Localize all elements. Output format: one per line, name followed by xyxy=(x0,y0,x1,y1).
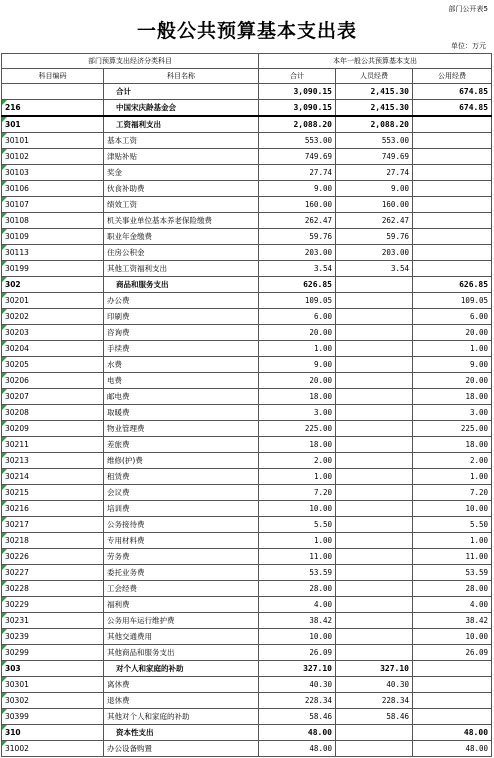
row-total: 48.00 xyxy=(259,741,336,757)
row-name: 咨询费 xyxy=(104,325,259,341)
row-name: 工会经费 xyxy=(104,581,259,597)
row-personnel: 262.47 xyxy=(336,213,413,229)
row-public xyxy=(413,116,492,133)
table-row xyxy=(2,581,492,597)
row-name: 差旅费 xyxy=(104,437,259,453)
row-name: 取暖费 xyxy=(104,405,259,421)
table-row xyxy=(2,709,492,725)
row-public: 1.00 xyxy=(413,533,492,549)
row-code: 30218 xyxy=(2,533,104,549)
row-personnel xyxy=(336,405,413,421)
table-row xyxy=(2,325,492,341)
table-row xyxy=(2,549,492,565)
row-code: 30231 xyxy=(2,613,104,629)
row-public: 109.05 xyxy=(413,293,492,309)
page-title: 一般公共预算基本支出表 xyxy=(136,20,357,42)
row-total: 20.00 xyxy=(259,373,336,389)
row-name: 资本性支出 xyxy=(104,725,259,741)
row-total: 203.00 xyxy=(259,245,336,261)
table-row xyxy=(2,149,492,165)
row-name: 其他商品和服务支出 xyxy=(104,645,259,661)
row-personnel: 327.10 xyxy=(336,661,413,677)
row-personnel xyxy=(336,549,413,565)
row-code: 30201 xyxy=(2,293,104,309)
row-total: 7.20 xyxy=(259,485,336,501)
row-public: 7.20 xyxy=(413,485,492,501)
row-total: 3.54 xyxy=(259,261,336,277)
row-name: 退休费 xyxy=(104,693,259,709)
row-code: 30239 xyxy=(2,629,104,645)
row-name: 福利费 xyxy=(104,597,259,613)
row-code: 30399 xyxy=(2,709,104,725)
row-code: 30211 xyxy=(2,437,104,453)
row-personnel: 58.46 xyxy=(336,709,413,725)
row-name: 合计 xyxy=(104,84,259,100)
row-name: 物业管理费 xyxy=(104,421,259,437)
row-personnel: 9.00 xyxy=(336,181,413,197)
row-total: 20.00 xyxy=(259,325,336,341)
row-public: 48.00 xyxy=(413,725,492,741)
row-total: 18.00 xyxy=(259,389,336,405)
table-row xyxy=(2,437,492,453)
row-public xyxy=(413,181,492,197)
row-public: 28.00 xyxy=(413,581,492,597)
row-code: 30302 xyxy=(2,693,104,709)
table-row xyxy=(2,597,492,613)
row-code: 30301 xyxy=(2,677,104,693)
row-name: 办公设备购置 xyxy=(104,741,259,757)
row-code: 30228 xyxy=(2,581,104,597)
row-name: 水费 xyxy=(104,357,259,373)
row-code: 30209 xyxy=(2,421,104,437)
row-public: 6.00 xyxy=(413,309,492,325)
row-total: 3,090.15 xyxy=(259,84,336,100)
row-code: 30226 xyxy=(2,549,104,565)
row-personnel xyxy=(336,373,413,389)
row-total: 10.00 xyxy=(259,629,336,645)
row-name: 电费 xyxy=(104,373,259,389)
row-code: 310 xyxy=(2,725,104,741)
table-row xyxy=(2,84,492,100)
row-personnel xyxy=(336,485,413,501)
row-public: 1.00 xyxy=(413,341,492,357)
row-total: 11.00 xyxy=(259,549,336,565)
row-public xyxy=(413,165,492,181)
header-column-row xyxy=(2,69,492,84)
row-public xyxy=(413,261,492,277)
row-name: 会议费 xyxy=(104,485,259,501)
row-total: 27.74 xyxy=(259,165,336,181)
header-code: 科目编码 xyxy=(2,69,104,84)
row-name: 公务用车运行维护费 xyxy=(104,613,259,629)
row-code: 30217 xyxy=(2,517,104,533)
row-name: 委托业务费 xyxy=(104,565,259,581)
row-personnel xyxy=(336,501,413,517)
row-name: 培训费 xyxy=(104,501,259,517)
row-name: 津贴补贴 xyxy=(104,149,259,165)
row-public: 48.00 xyxy=(413,741,492,757)
row-code: 30227 xyxy=(2,565,104,581)
row-code: 30213 xyxy=(2,453,104,469)
table-body xyxy=(2,84,492,757)
row-personnel xyxy=(336,629,413,645)
table-row xyxy=(2,469,492,485)
row-public: 5.50 xyxy=(413,517,492,533)
row-total: 18.00 xyxy=(259,437,336,453)
row-public: 10.00 xyxy=(413,629,492,645)
row-personnel xyxy=(336,581,413,597)
table-row xyxy=(2,485,492,501)
table-row xyxy=(2,661,492,677)
table-row xyxy=(2,533,492,549)
row-code: 30204 xyxy=(2,341,104,357)
row-name: 离休费 xyxy=(104,677,259,693)
row-code: 30299 xyxy=(2,645,104,661)
row-name: 手续费 xyxy=(104,341,259,357)
table-row xyxy=(2,517,492,533)
row-name: 邮电费 xyxy=(104,389,259,405)
row-total: 3.00 xyxy=(259,405,336,421)
row-public xyxy=(413,229,492,245)
row-name: 机关事业单位基本养老保险缴费 xyxy=(104,213,259,229)
row-total: 4.00 xyxy=(259,597,336,613)
table-row xyxy=(2,229,492,245)
row-code: 30214 xyxy=(2,469,104,485)
row-personnel xyxy=(336,533,413,549)
row-code: 30109 xyxy=(2,229,104,245)
table-row xyxy=(2,197,492,213)
table-row xyxy=(2,309,492,325)
row-total: 2.00 xyxy=(259,453,336,469)
row-code: 30103 xyxy=(2,165,104,181)
row-public: 4.00 xyxy=(413,597,492,613)
row-code: 30101 xyxy=(2,133,104,149)
row-public xyxy=(413,133,492,149)
row-name: 绩效工资 xyxy=(104,197,259,213)
row-total: 9.00 xyxy=(259,357,336,373)
row-total: 28.00 xyxy=(259,581,336,597)
row-personnel: 749.69 xyxy=(336,149,413,165)
row-total: 1.00 xyxy=(259,469,336,485)
row-public: 674.85 xyxy=(413,84,492,100)
row-total: 58.46 xyxy=(259,709,336,725)
row-name: 奖金 xyxy=(104,165,259,181)
row-total: 228.34 xyxy=(259,693,336,709)
row-total: 109.05 xyxy=(259,293,336,309)
table-row xyxy=(2,565,492,581)
row-public xyxy=(413,197,492,213)
row-personnel: 203.00 xyxy=(336,245,413,261)
row-name: 伙食补助费 xyxy=(104,181,259,197)
row-total: 26.09 xyxy=(259,645,336,661)
row-total: 59.76 xyxy=(259,229,336,245)
row-public xyxy=(413,709,492,725)
row-total: 1.00 xyxy=(259,341,336,357)
table-row xyxy=(2,293,492,309)
row-code: 30113 xyxy=(2,245,104,261)
row-total: 48.00 xyxy=(259,725,336,741)
header-name: 科目名称 xyxy=(104,69,259,84)
row-code: 30229 xyxy=(2,597,104,613)
row-public: 626.85 xyxy=(413,277,492,293)
row-total: 6.00 xyxy=(259,309,336,325)
row-personnel xyxy=(336,725,413,741)
row-code: 30202 xyxy=(2,309,104,325)
row-total: 5.50 xyxy=(259,517,336,533)
row-personnel xyxy=(336,469,413,485)
row-public: 2.00 xyxy=(413,453,492,469)
row-total: 262.47 xyxy=(259,213,336,229)
row-name: 工资福利支出 xyxy=(104,116,259,133)
row-name: 其他交通费用 xyxy=(104,629,259,645)
row-code: 30199 xyxy=(2,261,104,277)
row-personnel xyxy=(336,389,413,405)
row-code: 30207 xyxy=(2,389,104,405)
row-public: 674.85 xyxy=(413,100,492,117)
row-personnel xyxy=(336,565,413,581)
row-personnel xyxy=(336,341,413,357)
row-code xyxy=(2,84,104,100)
row-personnel xyxy=(336,325,413,341)
table-row xyxy=(2,133,492,149)
row-name: 其他对个人和家庭的补助 xyxy=(104,709,259,725)
table-row xyxy=(2,181,492,197)
row-personnel xyxy=(336,293,413,309)
header-group-budget: 本年一般公共预算基本支出 xyxy=(259,54,492,69)
table-row xyxy=(2,677,492,693)
row-name: 印刷费 xyxy=(104,309,259,325)
row-personnel: 40.30 xyxy=(336,677,413,693)
row-name: 对个人和家庭的补助 xyxy=(104,661,259,677)
row-public: 20.00 xyxy=(413,325,492,341)
row-code: 30106 xyxy=(2,181,104,197)
table-row xyxy=(2,261,492,277)
table-row xyxy=(2,213,492,229)
row-public xyxy=(413,149,492,165)
row-name: 劳务费 xyxy=(104,549,259,565)
row-public: 225.00 xyxy=(413,421,492,437)
row-name: 其他工资福利支出 xyxy=(104,261,259,277)
row-personnel xyxy=(336,357,413,373)
row-name: 办公费 xyxy=(104,293,259,309)
row-total: 40.30 xyxy=(259,677,336,693)
row-personnel xyxy=(336,613,413,629)
row-total: 10.00 xyxy=(259,501,336,517)
table-row xyxy=(2,405,492,421)
row-personnel xyxy=(336,421,413,437)
row-personnel: 2,415.30 xyxy=(336,84,413,100)
row-code: 30102 xyxy=(2,149,104,165)
row-name: 基本工资 xyxy=(104,133,259,149)
row-personnel xyxy=(336,277,413,293)
row-public: 9.00 xyxy=(413,357,492,373)
row-code: 30216 xyxy=(2,501,104,517)
row-public xyxy=(413,693,492,709)
row-public: 11.00 xyxy=(413,549,492,565)
header-group-row xyxy=(2,54,492,69)
row-total: 53.59 xyxy=(259,565,336,581)
row-public xyxy=(413,213,492,229)
row-code: 30205 xyxy=(2,357,104,373)
table-row xyxy=(2,277,492,293)
table-row xyxy=(2,357,492,373)
row-personnel: 59.76 xyxy=(336,229,413,245)
table-row xyxy=(2,741,492,757)
row-code: 30208 xyxy=(2,405,104,421)
row-name: 公务接待费 xyxy=(104,517,259,533)
row-code: 302 xyxy=(2,277,104,293)
row-code: 31002 xyxy=(2,741,104,757)
row-name: 住房公积金 xyxy=(104,245,259,261)
row-code: 30215 xyxy=(2,485,104,501)
row-name: 职业年金缴费 xyxy=(104,229,259,245)
row-total: 160.00 xyxy=(259,197,336,213)
row-public: 53.59 xyxy=(413,565,492,581)
table-row xyxy=(2,645,492,661)
row-name: 中国宋庆龄基金会 xyxy=(104,100,259,117)
row-personnel xyxy=(336,453,413,469)
table-row xyxy=(2,613,492,629)
row-name: 专用材料费 xyxy=(104,533,259,549)
header-public: 公用经费 xyxy=(413,69,492,84)
header-total: 合计 xyxy=(259,69,336,84)
row-total: 38.42 xyxy=(259,613,336,629)
row-code: 30107 xyxy=(2,197,104,213)
table-row xyxy=(2,453,492,469)
row-total: 553.00 xyxy=(259,133,336,149)
row-personnel: 2,415.30 xyxy=(336,100,413,117)
row-public: 26.09 xyxy=(413,645,492,661)
row-total: 626.85 xyxy=(259,277,336,293)
row-total: 1.00 xyxy=(259,533,336,549)
row-public: 18.00 xyxy=(413,437,492,453)
row-public: 20.00 xyxy=(413,373,492,389)
row-public: 10.00 xyxy=(413,501,492,517)
row-code: 301 xyxy=(2,116,104,133)
row-personnel xyxy=(336,517,413,533)
row-personnel xyxy=(336,437,413,453)
table-row xyxy=(2,421,492,437)
row-code: 216 xyxy=(2,100,104,117)
row-code: 303 xyxy=(2,661,104,677)
table-row xyxy=(2,116,492,133)
row-name: 租赁费 xyxy=(104,469,259,485)
table-row xyxy=(2,245,492,261)
row-total: 2,088.20 xyxy=(259,116,336,133)
row-personnel xyxy=(336,645,413,661)
table-number-note: 部门公开表5 xyxy=(448,5,488,13)
row-code: 30206 xyxy=(2,373,104,389)
row-personnel: 3.54 xyxy=(336,261,413,277)
row-public: 38.42 xyxy=(413,613,492,629)
header-personnel: 人员经费 xyxy=(336,69,413,84)
row-personnel: 160.00 xyxy=(336,197,413,213)
budget-table xyxy=(1,53,492,757)
row-public xyxy=(413,661,492,677)
row-public xyxy=(413,677,492,693)
row-total: 9.00 xyxy=(259,181,336,197)
row-personnel: 228.34 xyxy=(336,693,413,709)
row-total: 225.00 xyxy=(259,421,336,437)
row-name: 商品和服务支出 xyxy=(104,277,259,293)
row-personnel: 2,088.20 xyxy=(336,116,413,133)
row-personnel: 27.74 xyxy=(336,165,413,181)
row-public: 18.00 xyxy=(413,389,492,405)
table-row xyxy=(2,725,492,741)
row-total: 749.69 xyxy=(259,149,336,165)
unit-label: 单位：万元 xyxy=(451,42,486,50)
table-row xyxy=(2,693,492,709)
table-row xyxy=(2,341,492,357)
table-row xyxy=(2,100,492,117)
row-name: 维修(护)费 xyxy=(104,453,259,469)
table-row xyxy=(2,389,492,405)
table-row xyxy=(2,373,492,389)
row-public: 3.00 xyxy=(413,405,492,421)
table-row xyxy=(2,629,492,645)
row-personnel xyxy=(336,597,413,613)
row-code: 30108 xyxy=(2,213,104,229)
table-row xyxy=(2,501,492,517)
table-row xyxy=(2,165,492,181)
row-public xyxy=(413,245,492,261)
row-code: 30203 xyxy=(2,325,104,341)
header-group-classification: 部门预算支出经济分类科目 xyxy=(2,54,259,69)
row-public: 1.00 xyxy=(413,469,492,485)
row-personnel: 553.00 xyxy=(336,133,413,149)
row-total: 327.10 xyxy=(259,661,336,677)
row-total: 3,090.15 xyxy=(259,100,336,117)
row-personnel xyxy=(336,309,413,325)
row-personnel xyxy=(336,741,413,757)
